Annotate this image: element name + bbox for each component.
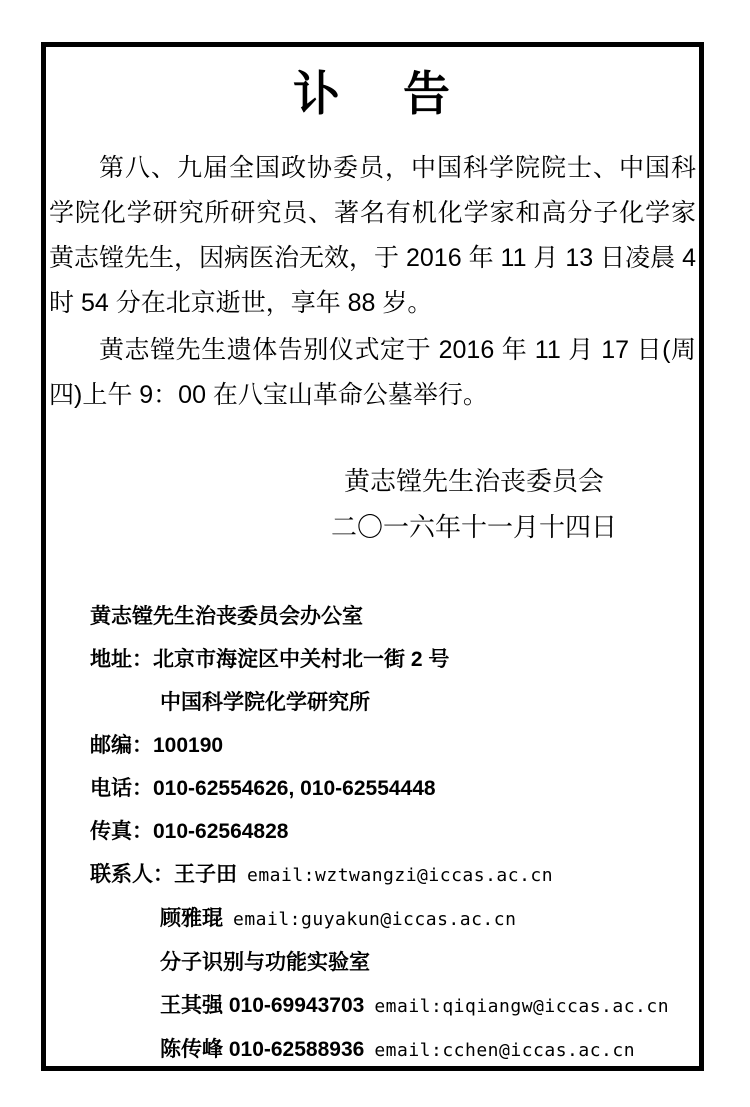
contact-fax-line: 传真：010-62564828 [90,820,289,843]
contact-person-2-email: email:guyakun@iccas.ac.cn [233,909,517,930]
contact-person-3-name-phone: 王其强 010-69943703 [160,994,365,1017]
contact-postcode-line: 邮编：100190 [90,734,224,757]
signature-committee: 黄志镗先生治丧委员会 [343,466,604,496]
contact-person-2-name: 顾雅琨 [160,907,223,930]
contact-person-1-name: 王子田 [174,863,237,886]
contact-address-line: 地址：北京市海淀区中关村北一街 2 号 [90,648,450,671]
paragraph-death-announcement: 第八、九届全国政协委员，中国科学院院士、中国科学院化学研究所研究员、著名有机化学家和高分子化学家黄志镗先生，因病医治无效，于 2016 年 11 月 13 日凌晨 4 时 54 分在北京逝世，享年 88 岁。 [49,154,696,317]
contact-person-4-line [160,1028,699,1071]
contact-person-2-line [160,897,699,941]
contact-lab-line: 分子识别与功能实验室 [160,951,370,974]
contact-address-line2: 中国科学院化学研究所 [160,691,370,714]
contact-block [90,595,699,1071]
signature-block [329,458,619,550]
contact-office-line: 黄志镗先生治丧委员会办公室 [90,605,363,628]
notice-border [41,42,704,1071]
contact-person-1-line [90,853,699,897]
contact-phone-line: 电话：010-62554626, 010-62554448 [90,777,436,800]
notice-title: 讣 告 [292,67,453,120]
contact-persons-label: 联系人： [90,863,174,886]
signature-date: 二〇一六年十一月十四日 [330,512,617,542]
paragraph-memorial-service: 黄志镗先生遗体告别仪式定于 2016 年 11 月 17 日(周四)上午 9：00 在八宝山革命公墓举行。 [49,336,696,409]
contact-person-3-email: email:qiqiangw@iccas.ac.cn [374,996,670,1017]
contact-person-4-name-phone: 陈传峰 010-62588936 [160,1038,365,1061]
contact-person-1-email: email:wztwangzi@iccas.ac.cn [247,865,554,886]
contact-person-4-email: email:cchen@iccas.ac.cn [374,1040,636,1061]
contact-person-3-line [160,984,699,1028]
